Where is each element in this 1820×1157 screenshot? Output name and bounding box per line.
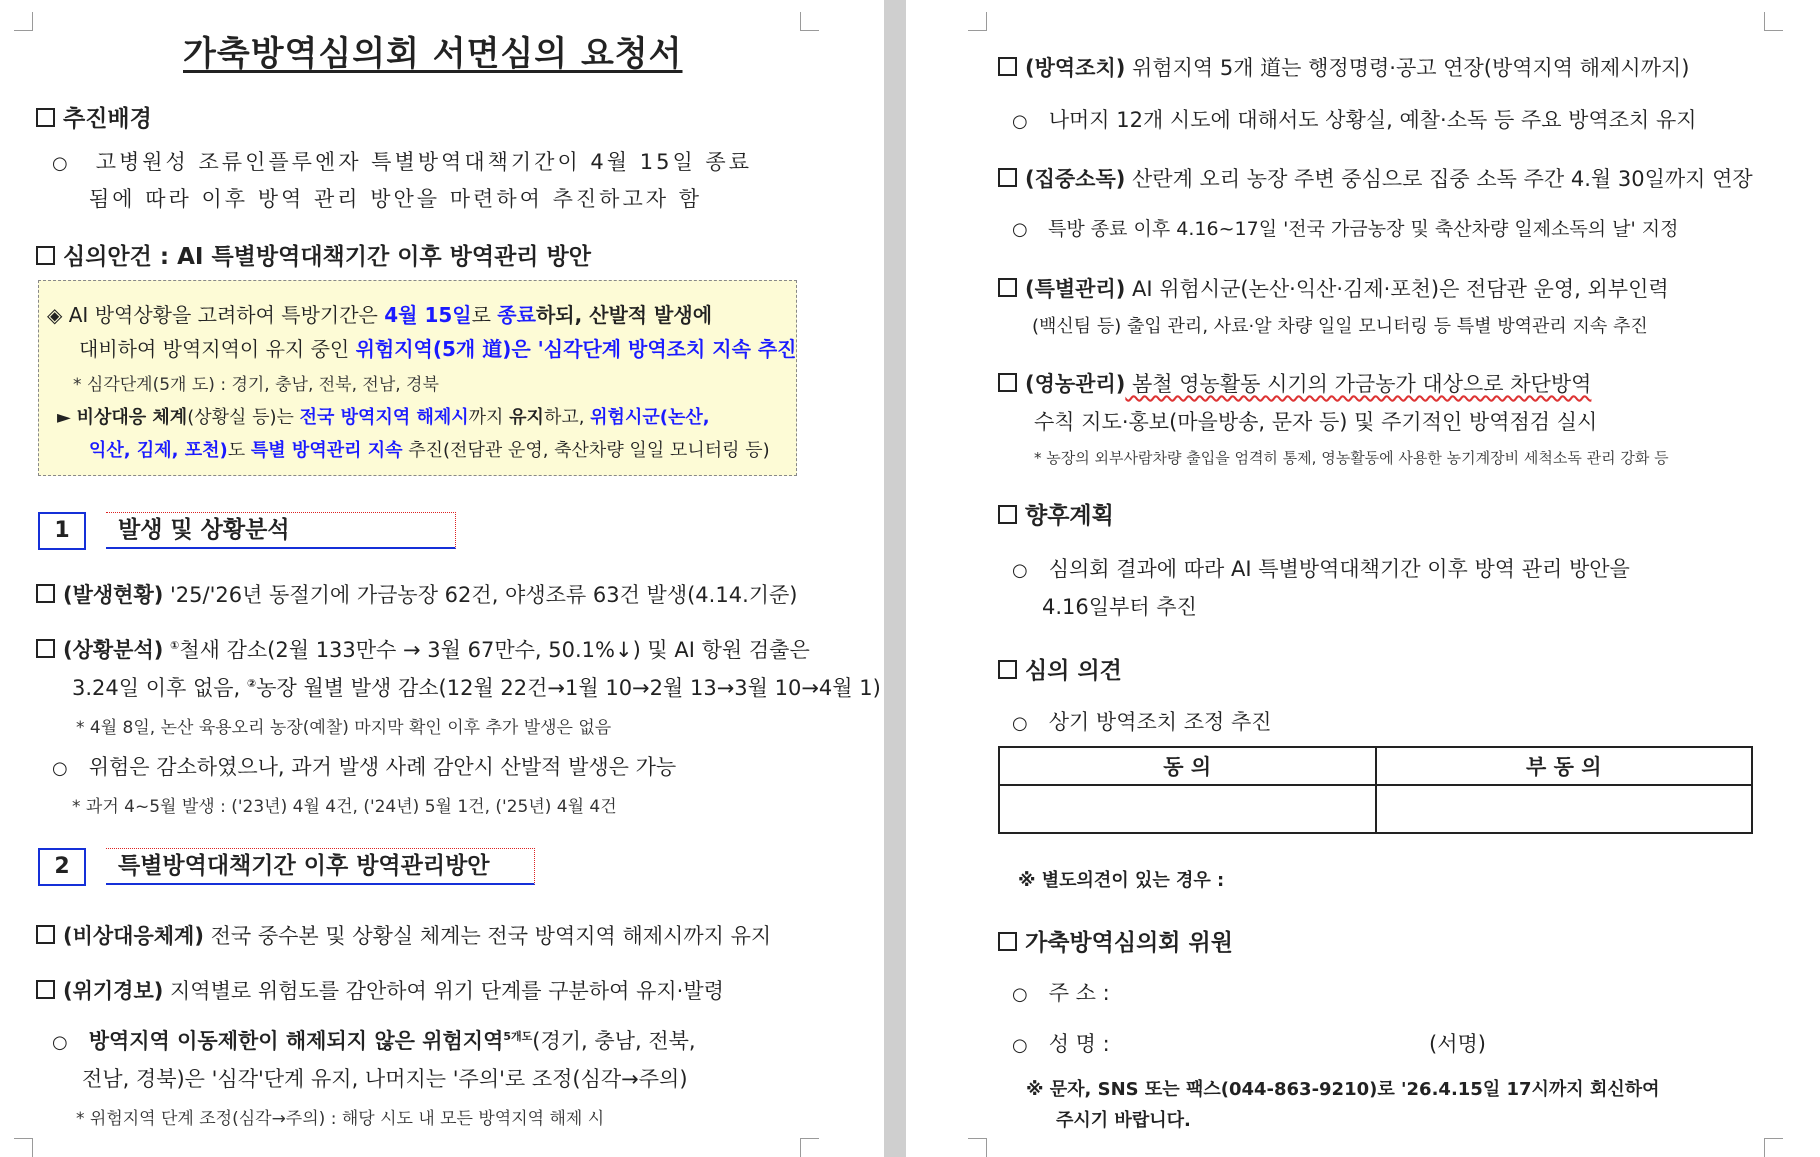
document-page-left <box>0 0 884 1157</box>
circle-bullet-icon: ○ <box>1012 111 1028 132</box>
circle-bullet-icon: ○ <box>1012 560 1028 581</box>
background-bullet: ○ 고병원성 조류인플루엔자 특별방역대책기간이 4월 15일 종료 <box>52 150 753 174</box>
farming-note: * 농장의 외부사람차량 출입을 엄격히 통제, 영농활동에 사용한 농기계장비 세척소독 관리 강화 등 <box>1034 449 1669 467</box>
circle-bullet-icon: ○ <box>1012 984 1028 1005</box>
checkbox-square-icon <box>998 932 1017 951</box>
checkbox-square-icon <box>998 505 1017 524</box>
section-heading-background: 추진배경 <box>36 100 152 133</box>
crop-mark <box>1764 1138 1783 1157</box>
crop-mark <box>800 1138 819 1157</box>
circle-bullet-icon: ○ <box>1012 1035 1028 1056</box>
circle-bullet-icon: ○ <box>52 758 68 779</box>
vote-table <box>998 746 1753 834</box>
quarantine-sub: ○ 나머지 12개 시도에 대해서도 상황실, 예찰·소독 등 주요 방역조치 유지 <box>1012 108 1697 132</box>
analysis-note: * 4월 8일, 논산 육용오리 농장(예찰) 마지막 확인 이후 추가 발생은 없음 <box>76 718 612 738</box>
plan-bullet: ○ 심의회 결과에 따라 AI 특별방역대책기간 이후 방역 관리 방안을 <box>1012 557 1630 581</box>
section-heading-plan: 향후계획 <box>998 497 1114 530</box>
signature-label: (서명) <box>1429 1032 1486 1056</box>
section-title-1: 발생 및 상황분석 <box>106 512 456 549</box>
circle-bullet-icon: ○ <box>1012 713 1028 734</box>
checkbox-square-icon <box>36 108 55 127</box>
summary-line-2: 대비하여 방역지역이 유지 중인 위험지역(5개 道)은 '심각단계 방역조치 지속 추진 <box>79 337 797 361</box>
special-management-cont: (백신팀 등) 출입 관리, 사료·알 차량 일일 모니터링 등 특별 방역관리 지속 추진 <box>1032 316 1648 337</box>
occurrence-status: (발생현황) '25/'26년 동절기에 가금농장 62건, 야생조류 63건 발생(4.14.기준) <box>36 579 798 609</box>
checkbox-square-icon <box>998 168 1017 187</box>
section-number-2: 2 <box>38 848 86 886</box>
document-page-right <box>906 0 1820 1157</box>
disagree-cell[interactable] <box>1376 785 1753 833</box>
checkbox-square-icon <box>36 246 55 265</box>
section-heading-agenda: 심의안건 : AI 특별방역대책기간 이후 방역관리 방안 <box>36 238 591 271</box>
checkbox-square-icon <box>36 584 55 603</box>
risk-bullet: ○ 위험은 감소하였으나, 과거 발생 사례 감안시 산발적 발생은 가능 <box>52 755 677 779</box>
triangle-bullet-icon: ► <box>57 407 71 428</box>
crop-mark <box>968 12 987 31</box>
crop-mark <box>968 1138 987 1157</box>
checkbox-square-icon <box>998 278 1017 297</box>
intensive-disinfection: (집중소독) 산란계 오리 농장 주변 중심으로 집중 소독 주간 4.월 30일까지 연장 <box>998 163 1753 193</box>
summary-line-3: ► 비상대응 체계(상황실 등)는 전국 방역지역 해제시까지 유지하고, 위험시군(논산, <box>57 407 710 428</box>
farming-management: (영농관리) 봄철 영농활동 시기의 가금농가 대상으로 차단방역 <box>998 368 1591 398</box>
crop-mark <box>14 12 33 31</box>
name-field[interactable]: ○ 성 명 : <box>1012 1032 1110 1056</box>
checkbox-square-icon <box>36 925 55 944</box>
reply-note: ※ 문자, SNS 또는 팩스(044-863-9210)로 '26.4.15일 17시까지 회신하여 <box>1026 1079 1660 1100</box>
plan-bullet-cont: 4.16일부터 추진 <box>1042 595 1197 619</box>
farming-management-cont: 수칙 지도·홍보(마을방송, 문자 등) 및 주기적인 방역점검 실시 <box>1034 410 1598 434</box>
summary-box <box>38 280 797 476</box>
disinfection-sub: ○ 특방 종료 이후 4.16~17일 '전국 가금농장 및 축산차량 일제소독의 날' 지정 <box>1012 218 1679 240</box>
document-title: 가축방역심의회 서면심의 요청서 <box>183 34 683 74</box>
section-title-2: 특별방역대책기간 이후 방역관리방안 <box>106 848 535 885</box>
summary-line-4: 익산, 김제, 포천)도 특별 방역관리 지속 추진(전담관 운영, 축산차량 일일 모니터링 등) <box>89 440 770 461</box>
alert-bullet: ○ 방역지역 이동제한이 해제되지 않은 위험지역$^{5개도}$(경기, 충남, 전북, <box>52 1029 696 1053</box>
crisis-alert: (위기경보) 지역별로 위험도를 감안하여 위기 단계를 구분하여 유지·발령 <box>36 975 724 1005</box>
section-number-1: 1 <box>38 512 86 550</box>
background-bullet-cont: 됨에 따라 이후 방역 관리 방안을 마련하여 추진하고자 함 <box>89 187 702 211</box>
circle-bullet-icon: ○ <box>1012 219 1028 240</box>
diamond-bullet-icon: ◈ <box>47 303 63 327</box>
checkbox-square-icon <box>36 639 55 658</box>
alert-note: * 위험지역 단계 조정(심각→주의) : 해당 시도 내 모든 방역지역 해제 시 <box>76 1109 605 1129</box>
reply-note-cont: 주시기 바랍니다. <box>1056 1110 1191 1131</box>
circle-bullet-icon: ○ <box>52 153 71 174</box>
crop-mark <box>14 1138 33 1157</box>
checkbox-square-icon <box>998 373 1017 392</box>
alert-bullet-cont: 전남, 경북)은 '심각'단계 유지, 나머지는 '주의'로 조정(심각→주의) <box>82 1067 688 1091</box>
crop-mark <box>800 12 819 31</box>
risk-note: * 과거 4~5월 발생 : ('23년) 4월 4건, ('24년) 5월 1건, ('25년) 4월 4건 <box>72 797 617 817</box>
emergency-system: (비상대응체계) 전국 중수본 및 상황실 체계는 전국 방역지역 해제시까지 유지 <box>36 920 771 950</box>
section-heading-opinion: 심의 의견 <box>998 652 1122 685</box>
special-management: (특별관리) AI 위험시군(논산·익산·김제·포천)은 전담관 운영, 외부인력 <box>998 273 1669 303</box>
checkbox-square-icon <box>998 660 1017 679</box>
agree-cell[interactable] <box>999 785 1376 833</box>
quarantine-measures: (방역조치) 위험지역 5개 道는 행정명령·공고 연장(방역지역 해제시까지) <box>998 52 1689 82</box>
situation-analysis: (상황분석) ①철새 감소(2월 133만수 → 3월 67만수, 50.1%↓) 및 AI 항원 검출은 <box>36 634 810 664</box>
circle-bullet-icon: ○ <box>52 1032 68 1053</box>
situation-analysis-cont: 3.24일 이후 없음, ②농장 월별 발생 감소(12월 22건→1월 10→2월 13→3월 10→4월 1) <box>72 676 881 700</box>
opinion-bullet: ○ 상기 방역조치 조정 추진 <box>1012 710 1272 734</box>
crop-mark <box>1764 12 1783 31</box>
checkbox-square-icon <box>36 980 55 999</box>
separate-opinion-note: ※ 별도의견이 있는 경우 : <box>1018 870 1225 891</box>
section-heading-members: 가축방역심의회 위원 <box>998 924 1233 957</box>
address-field[interactable]: ○ 주 소 : <box>1012 981 1110 1005</box>
disagree-header: 부 동 의 <box>1376 747 1753 785</box>
checkbox-square-icon <box>998 57 1017 76</box>
summary-line-1: ◈ AI 방역상황을 고려하여 특방기간은 4월 15일로 종료하되, 산발적 발생에 <box>47 303 713 327</box>
agree-header: 동 의 <box>999 747 1376 785</box>
summary-note: * 심각단계(5개 도) : 경기, 충남, 전북, 전남, 경북 <box>73 375 439 395</box>
